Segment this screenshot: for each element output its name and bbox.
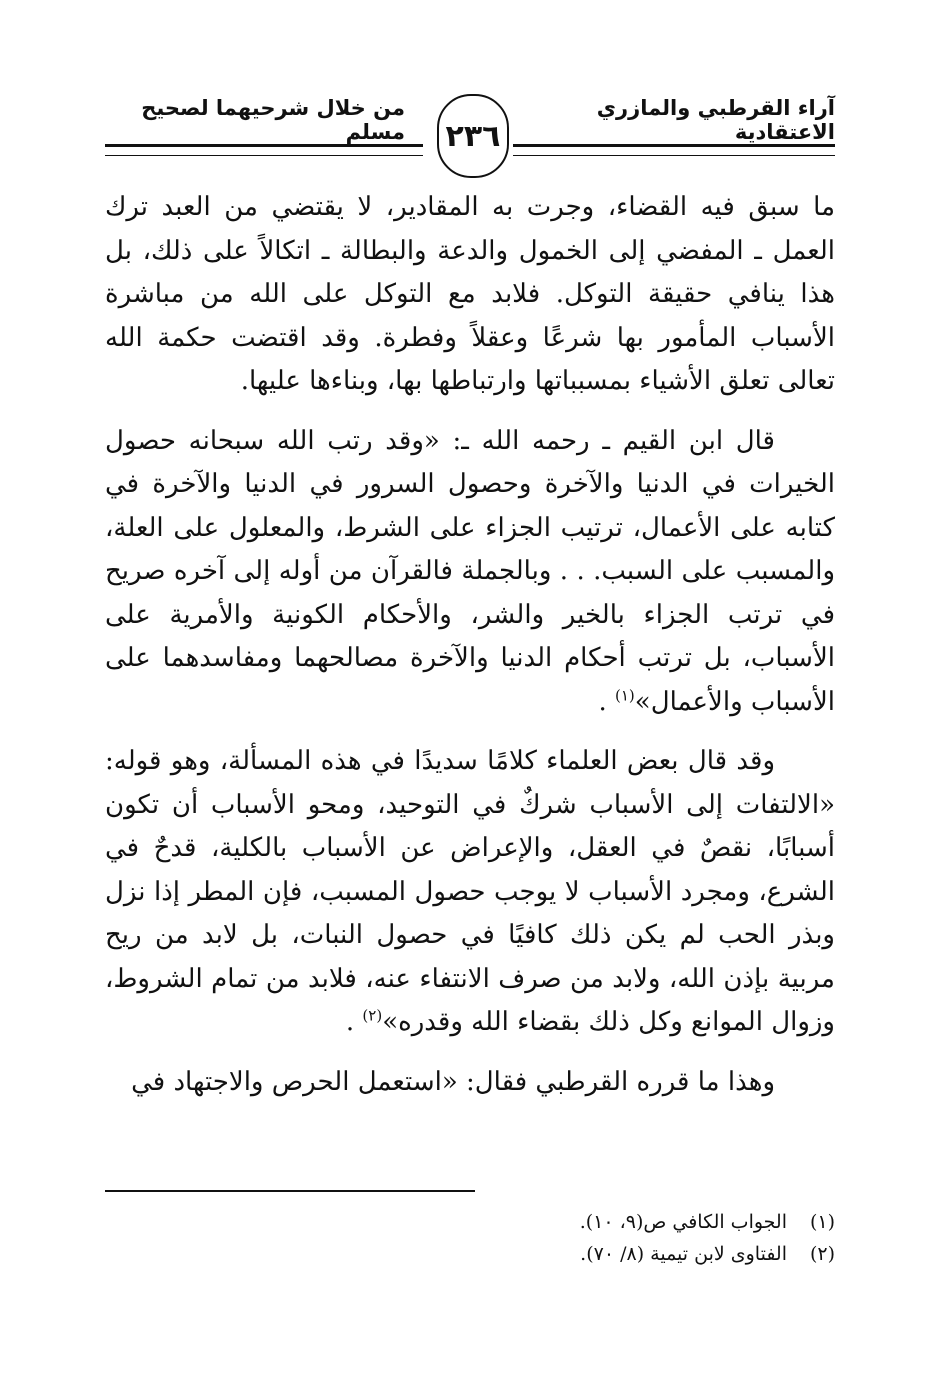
running-header bbox=[105, 88, 835, 178]
paragraph-2 bbox=[105, 420, 835, 725]
footnote-2 bbox=[105, 1238, 835, 1270]
footnote-1 bbox=[105, 1206, 835, 1238]
paragraph-text: قال ابن القيم ـ رحمه الله ـ: «وقد رتب الله سبحانه حصول الخيرات في الدنيا والآخرة وحصول السرور في الدنيا والآخرة في كتابه على الأعمال، ترتيب الجزاء على الشرط، والمعلول على العلة، والمسبب على السبب. . . وبالجملة فالقرآن من أوله إلى آخره صريح في ترتب الجزاء بالخير والشر، والأحكام الكونية والأمرية على الأسباب، بل ترتب أحكام الدنيا والآخرة مصالحهما ومفاسدهما على الأسباب والأعمال» bbox=[105, 425, 835, 717]
paragraph-3 bbox=[105, 740, 835, 1045]
header-rule-left bbox=[105, 144, 423, 156]
footnote-mark: (١) bbox=[809, 1211, 835, 1233]
paragraph-tail: . bbox=[598, 686, 607, 717]
footnote-separator bbox=[105, 1190, 475, 1192]
paragraph-tail: . bbox=[345, 1007, 355, 1037]
header-book-subtitle: من خلال شرحيهما لصحيح مسلم bbox=[141, 96, 405, 144]
header-book-title: آراء القرطبي والمازري الاعتقادية bbox=[596, 96, 835, 144]
paragraph-1 bbox=[105, 186, 835, 404]
main-text bbox=[105, 186, 835, 1120]
paragraph-text: وهذا ما قرره القرطبي فقال: «استعمل الحرص والاجتهاد في bbox=[131, 1066, 775, 1097]
footnote-text: الفتاوى لابن تيمية (٨/ ٧٠). bbox=[580, 1243, 787, 1265]
footnote-reference[interactable]: (١) bbox=[615, 685, 635, 704]
paragraph-text: ما سبق فيه القضاء، وجرت به المقادير، لا يقتضي من العبد ترك العمل ـ المفضي إلى الخمول والدعة والبطالة ـ اتكالاً على ذلك، بل هذا ينافي حقيقة التوكل. فلابد مع التوكل على الله من مباشرة الأسباب المأمور بها شرعًا وعقلاً وفطرة. وقد اقتضت حكمة الله تعالى تعلق الأشياء بمسبباتها وارتباطها بها، وبناءها عليها. bbox=[105, 192, 835, 396]
paragraph-4 bbox=[105, 1061, 835, 1105]
page-number-frame bbox=[437, 94, 509, 178]
page-number: ٢٣٦ bbox=[445, 118, 501, 154]
header-rule-right bbox=[513, 144, 835, 156]
footnote-mark: (٢) bbox=[809, 1243, 835, 1265]
footnote-text: الجواب الكافي ص(٩، ١٠). bbox=[579, 1211, 787, 1233]
footnote-reference[interactable]: (٢) bbox=[362, 1006, 383, 1025]
footnotes bbox=[105, 1206, 835, 1270]
paragraph-text: وقد قال بعض العلماء كلامًا سديدًا في هذه المسألة، وهو قوله: «الالتفات إلى الأسباب شركٌ في التوحيد، ومحو الأسباب أن تكون أسبابًا، نقصٌ في العقل، والإعراض عن الأسباب بالكلية، قدحٌ في الشرع، ومجرد الأسباب لا يوجب حصول المسبب، فإن المطر إذا نزل وبذر الحب لم يكن ذلك كافيًا في حصول النبات، بل لابد من ريح مربية بإذن الله، ولابد من صرف الانتفاء عنه، فلابد من تمام الشروط، وزوال الموانع وكل ذلك بقضاء الله وقدره» bbox=[105, 746, 835, 1037]
